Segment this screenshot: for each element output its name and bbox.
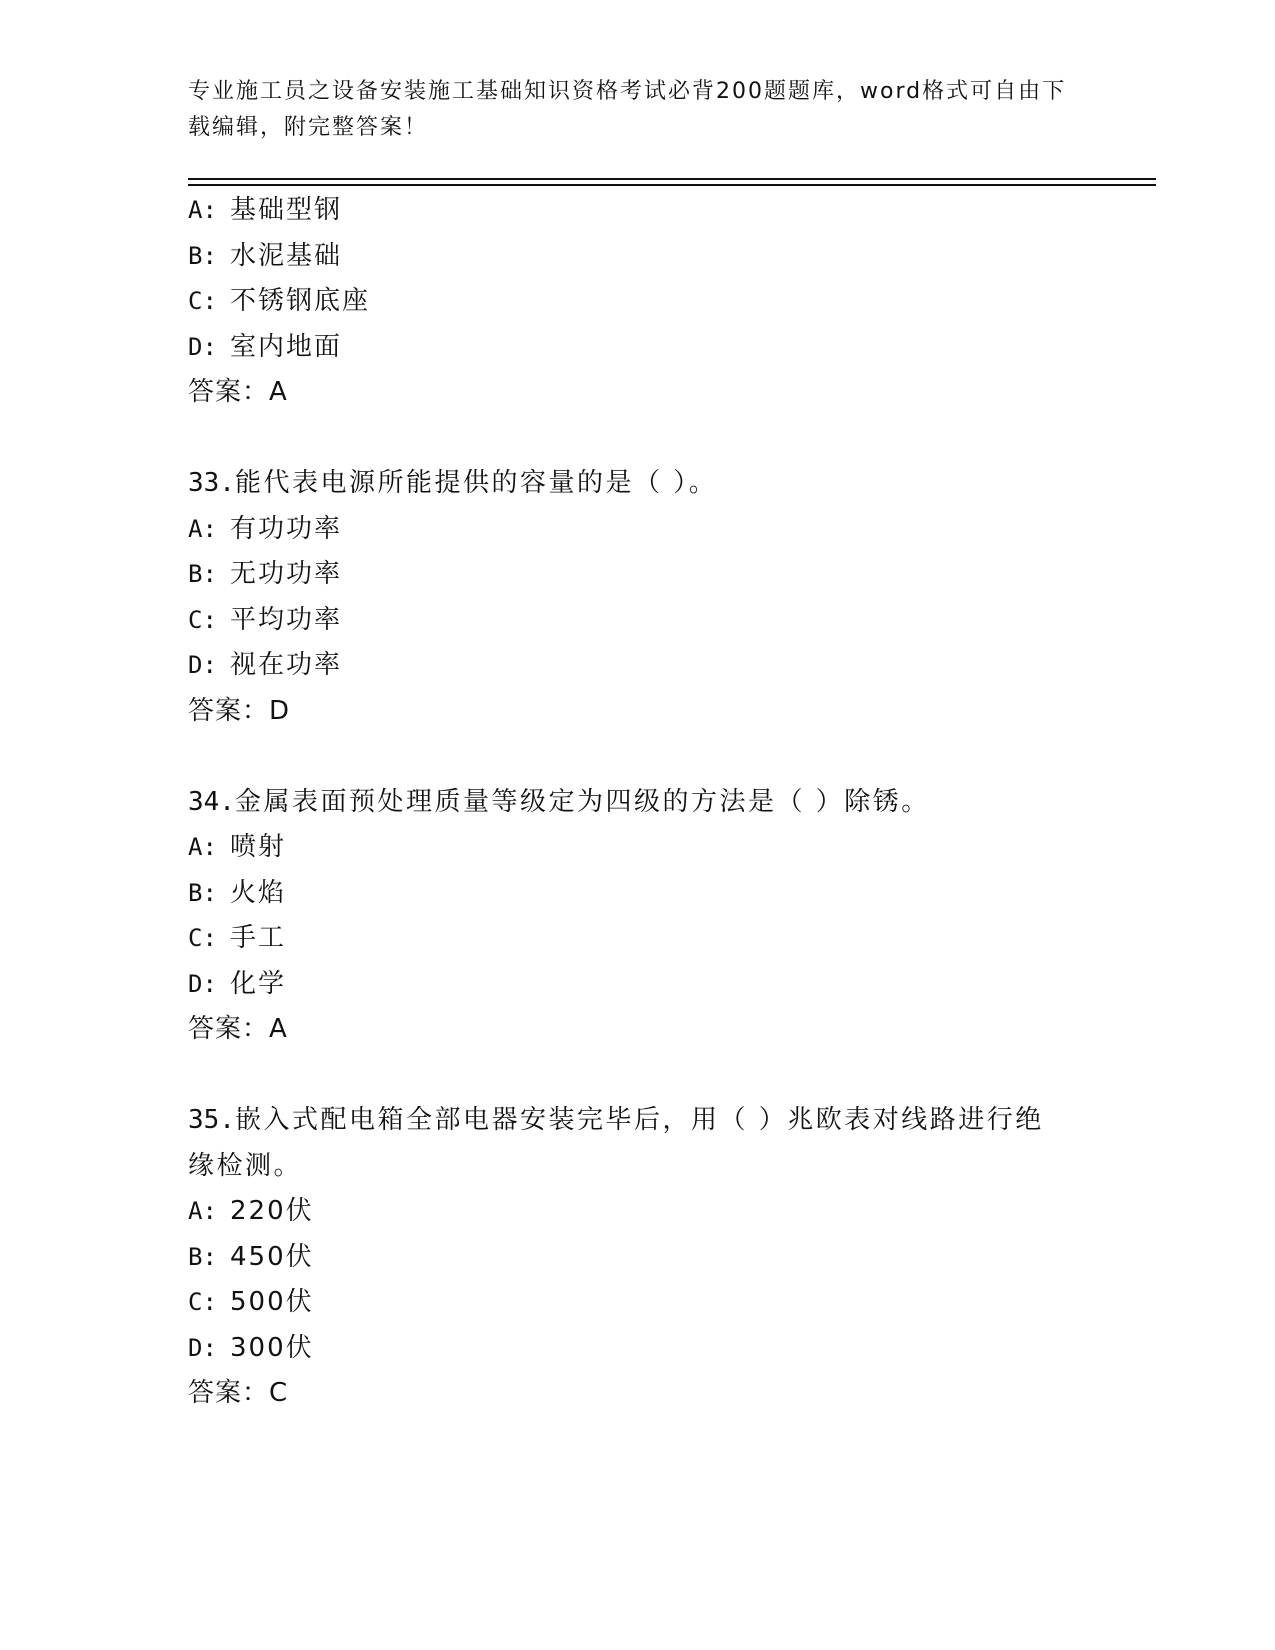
question-stem [188, 1098, 1058, 1189]
option-text: 室内地面 [230, 331, 343, 362]
option-text: 喷射 [230, 832, 287, 862]
question-text: 金属表面预处理质量等级定为四级的方法是（ ）除锈。 [234, 786, 930, 817]
question-block-34 [188, 780, 1088, 1053]
option-letter: A: [188, 833, 217, 861]
option-text: 化学 [230, 968, 287, 999]
option-b [188, 234, 1088, 280]
document-header: 专业施工员之设备安装施工基础知识资格考试必背200题题库，word格式可自由下载编辑，附完整答案！ [188, 79, 1067, 140]
option-text: 手工 [230, 923, 287, 953]
option-b [188, 871, 1088, 917]
answer-line: 答案：D [188, 695, 291, 726]
option-text: 300伏 [230, 1332, 314, 1363]
option-d [188, 643, 1088, 689]
option-text: 450伏 [230, 1241, 314, 1272]
option-a [188, 825, 1088, 871]
option-letter: B: [188, 560, 217, 588]
question-stem [188, 780, 1058, 826]
answer-line: 答案：C [188, 1378, 289, 1408]
header-divider-top [188, 178, 1156, 180]
option-text: 500伏 [230, 1287, 314, 1317]
option-c [188, 1280, 1088, 1326]
option-text: 220伏 [230, 1196, 314, 1226]
option-letter: B: [188, 1242, 217, 1271]
question-block-partial [188, 188, 1088, 416]
option-text: 基础型钢 [230, 195, 343, 225]
option-letter: A: [188, 514, 217, 543]
question-block-35 [188, 1098, 1088, 1417]
answer-line: 答案：A [188, 377, 288, 407]
question-block-33 [188, 461, 1088, 734]
question-number: 33. [188, 468, 235, 498]
question-stem [188, 461, 1058, 507]
spacer [188, 1053, 1088, 1099]
option-text: 火焰 [230, 877, 287, 908]
option-c [188, 279, 1088, 325]
option-c [188, 598, 1088, 644]
option-letter: B: [188, 878, 217, 907]
option-letter: C: [188, 924, 217, 952]
option-b [188, 552, 1088, 598]
option-b [188, 1235, 1088, 1281]
option-letter: D: [188, 651, 217, 679]
option-text: 视在功率 [230, 650, 343, 680]
question-number: 35. [188, 1105, 235, 1135]
option-text: 不锈钢底座 [230, 286, 371, 316]
question-list [188, 188, 1088, 1417]
option-letter: D: [188, 1333, 217, 1362]
option-letter: C: [188, 605, 217, 634]
question-number: 34. [188, 786, 235, 817]
option-letter: D: [188, 332, 217, 361]
option-d [188, 325, 1088, 371]
option-a [188, 188, 1088, 234]
option-d [188, 1326, 1088, 1372]
question-text: 嵌入式配电箱全部电器安装完毕后，用（ ）兆欧表对线路进行绝缘检测。 [188, 1105, 1044, 1181]
header-divider-bottom [188, 184, 1156, 186]
option-letter: C: [188, 287, 217, 315]
answer-line: 答案：A [188, 1014, 288, 1044]
option-letter: C: [188, 1288, 217, 1316]
spacer [188, 734, 1088, 780]
option-d [188, 962, 1088, 1008]
option-a [188, 507, 1088, 553]
spacer [188, 416, 1088, 462]
option-text: 平均功率 [230, 604, 343, 635]
question-text: 能代表电源所能提供的容量的是（ ）。 [234, 468, 718, 498]
option-text: 无功功率 [230, 559, 343, 589]
option-a [188, 1189, 1088, 1235]
option-letter: B: [188, 241, 217, 270]
option-c [188, 916, 1088, 962]
option-letter: A: [188, 1197, 217, 1225]
option-letter: D: [188, 969, 217, 998]
option-text: 有功功率 [230, 513, 343, 544]
option-letter: A: [188, 196, 217, 224]
option-text: 水泥基础 [230, 240, 343, 271]
